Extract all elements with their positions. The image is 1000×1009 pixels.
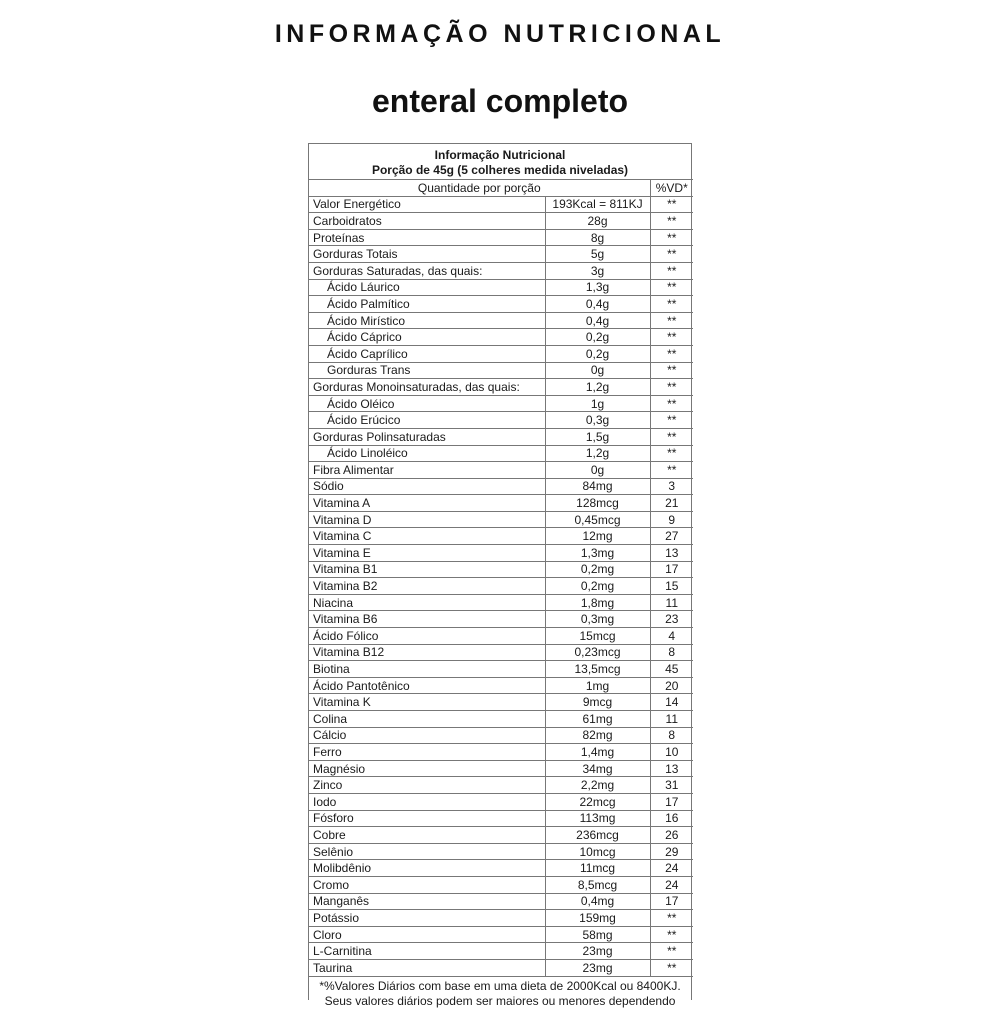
table-row bbox=[309, 810, 693, 827]
nutrient-amount: 0,4mg bbox=[545, 893, 650, 910]
nutrient-name: Colina bbox=[309, 711, 545, 728]
nutrient-name: Cálcio bbox=[309, 727, 545, 744]
nutrient-amount: 0,4g bbox=[545, 312, 650, 329]
nutrient-vd: 3 bbox=[650, 478, 693, 495]
nutrient-amount: 0,3mg bbox=[545, 611, 650, 628]
nutrient-amount: 28g bbox=[545, 213, 650, 230]
nutrient-vd: ** bbox=[650, 279, 693, 296]
table-row bbox=[309, 312, 693, 329]
nutrient-amount: 0,4g bbox=[545, 296, 650, 313]
nutrient-vd: 8 bbox=[650, 727, 693, 744]
nutrient-amount: 1,2g bbox=[545, 445, 650, 462]
table-row bbox=[309, 578, 693, 595]
nutrient-name: Ferro bbox=[309, 744, 545, 761]
nutrient-name: Vitamina C bbox=[309, 528, 545, 545]
nutrient-vd: ** bbox=[650, 196, 693, 213]
nutrient-amount: 1mg bbox=[545, 677, 650, 694]
nutrient-amount: 0,2mg bbox=[545, 561, 650, 578]
nutrient-name: Gorduras Trans bbox=[309, 362, 545, 379]
nutrient-amount: 23mg bbox=[545, 959, 650, 976]
table-row bbox=[309, 628, 693, 645]
nutrient-amount: 0g bbox=[545, 362, 650, 379]
nutrient-name: Niacina bbox=[309, 594, 545, 611]
nutrient-name: Ácido Caprílico bbox=[309, 345, 545, 362]
table-row bbox=[309, 246, 693, 263]
nutrient-vd: 31 bbox=[650, 777, 693, 794]
product-name: enteral completo bbox=[371, 83, 629, 119]
nutrient-vd: 11 bbox=[650, 711, 693, 728]
nutrient-amount: 159mg bbox=[545, 910, 650, 927]
nutrient-name: Vitamina E bbox=[309, 545, 545, 562]
table-row bbox=[309, 744, 693, 761]
table-row bbox=[309, 545, 693, 562]
table-row bbox=[309, 511, 693, 528]
table-row bbox=[309, 611, 693, 628]
nutrient-amount: 2,2mg bbox=[545, 777, 650, 794]
nutrient-amount: 0,2g bbox=[545, 329, 650, 346]
nutrient-amount: 1,5g bbox=[545, 428, 650, 445]
table-row bbox=[309, 495, 693, 512]
nutrient-name: Ácido Fólico bbox=[309, 628, 545, 645]
table-row bbox=[309, 777, 693, 794]
nutrient-name: Vitamina D bbox=[309, 511, 545, 528]
table-row bbox=[309, 644, 693, 661]
table-row bbox=[309, 296, 693, 313]
nutrient-vd: 13 bbox=[650, 545, 693, 562]
table-row bbox=[309, 345, 693, 362]
table-header-row bbox=[309, 180, 693, 197]
nutrient-amount: 128mcg bbox=[545, 495, 650, 512]
table-row bbox=[309, 661, 693, 678]
page-heading: INFORMAÇÃO NUTRICIONAL bbox=[274, 20, 726, 48]
nutrient-amount: 12mg bbox=[545, 528, 650, 545]
nutrient-amount: 23mg bbox=[545, 943, 650, 960]
nutrient-vd: ** bbox=[650, 246, 693, 263]
nutrient-name: Ácido Mirístico bbox=[309, 312, 545, 329]
nutrient-vd: 21 bbox=[650, 495, 693, 512]
nutrient-name: Vitamina B2 bbox=[309, 578, 545, 595]
nutrient-name: Vitamina B12 bbox=[309, 644, 545, 661]
nutrient-name: Fibra Alimentar bbox=[309, 462, 545, 479]
nutrient-vd: 16 bbox=[650, 810, 693, 827]
nutrient-vd: 24 bbox=[650, 876, 693, 893]
nutrient-vd: 8 bbox=[650, 644, 693, 661]
nutrient-vd: 13 bbox=[650, 760, 693, 777]
nutrient-name: Sódio bbox=[309, 478, 545, 495]
table-row bbox=[309, 926, 693, 943]
nutrient-amount: 0,45mcg bbox=[545, 511, 650, 528]
table-row bbox=[309, 827, 693, 844]
nutrient-amount: 1,4mg bbox=[545, 744, 650, 761]
nutrient-vd: 10 bbox=[650, 744, 693, 761]
nutrient-name: Vitamina K bbox=[309, 694, 545, 711]
table-row bbox=[309, 478, 693, 495]
nutrient-vd: ** bbox=[650, 910, 693, 927]
nutrient-amount: 8,5mcg bbox=[545, 876, 650, 893]
nutrient-vd: ** bbox=[650, 462, 693, 479]
table-row bbox=[309, 412, 693, 429]
nutrient-vd: ** bbox=[650, 395, 693, 412]
nutrient-amount: 5g bbox=[545, 246, 650, 263]
nutrient-vd: ** bbox=[650, 262, 693, 279]
nutrient-vd: 27 bbox=[650, 528, 693, 545]
nutrient-vd: 29 bbox=[650, 843, 693, 860]
table-row bbox=[309, 329, 693, 346]
table-row bbox=[309, 395, 693, 412]
label-title bbox=[309, 144, 691, 179]
nutrient-amount: 0,3g bbox=[545, 412, 650, 429]
nutrient-amount: 15mcg bbox=[545, 628, 650, 645]
nutrient-name: Iodo bbox=[309, 793, 545, 810]
footnote-line2: Seus valores diários podem ser maiores ou menores dependendo bbox=[324, 993, 676, 1008]
nutrient-name: Gorduras Monoinsaturadas, das quais: bbox=[309, 379, 545, 396]
nutrient-name: Taurina bbox=[309, 959, 545, 976]
nutrient-amount: 0,23mcg bbox=[545, 644, 650, 661]
nutrient-amount: 82mg bbox=[545, 727, 650, 744]
nutrient-vd: ** bbox=[650, 312, 693, 329]
nutrient-name: Vitamina A bbox=[309, 495, 545, 512]
nutrient-name: Ácido Cáprico bbox=[309, 329, 545, 346]
nutrient-vd: 11 bbox=[650, 594, 693, 611]
nutrient-vd: 14 bbox=[650, 694, 693, 711]
table-row bbox=[309, 677, 693, 694]
nutrient-vd: 4 bbox=[650, 628, 693, 645]
footnote-line1: *%Valores Diários com base em uma dieta de 2000Kcal ou 8400KJ. bbox=[319, 978, 681, 993]
label-title-line1: Informação Nutricional bbox=[434, 148, 566, 162]
nutrient-name: Proteínas bbox=[309, 229, 545, 246]
nutrient-amount: 8g bbox=[545, 229, 650, 246]
table-row bbox=[309, 445, 693, 462]
nutrient-amount: 1,2g bbox=[545, 379, 650, 396]
nutrient-name: Selênio bbox=[309, 843, 545, 860]
nutrient-amount: 0,2g bbox=[545, 345, 650, 362]
table-row bbox=[309, 362, 693, 379]
table-row bbox=[309, 843, 693, 860]
footnote bbox=[309, 977, 691, 1009]
nutrient-amount: 1,8mg bbox=[545, 594, 650, 611]
table-row bbox=[309, 694, 693, 711]
nutrient-amount: 84mg bbox=[545, 478, 650, 495]
label-serving-size: Porção de 45g (5 colheres medida niveladas) bbox=[371, 163, 629, 177]
nutrient-vd: 20 bbox=[650, 677, 693, 694]
nutrient-name: Valor Energético bbox=[309, 196, 545, 213]
table-row bbox=[309, 893, 693, 910]
nutrient-name: Molibdênio bbox=[309, 860, 545, 877]
nutrient-name: Ácido Oléico bbox=[309, 395, 545, 412]
nutrient-name: Cloro bbox=[309, 926, 545, 943]
nutrient-vd: ** bbox=[650, 943, 693, 960]
nutrient-vd: ** bbox=[650, 329, 693, 346]
table-row bbox=[309, 561, 693, 578]
nutrient-vd: ** bbox=[650, 296, 693, 313]
table-row bbox=[309, 428, 693, 445]
table-row bbox=[309, 910, 693, 927]
nutrient-name: Cromo bbox=[309, 876, 545, 893]
nutrient-amount: 113mg bbox=[545, 810, 650, 827]
table-row bbox=[309, 528, 693, 545]
table-row bbox=[309, 213, 693, 230]
nutrient-name: L-Carnitina bbox=[309, 943, 545, 960]
table-row bbox=[309, 727, 693, 744]
nutrient-amount: 22mcg bbox=[545, 793, 650, 810]
nutrient-amount: 0g bbox=[545, 462, 650, 479]
nutrient-vd: ** bbox=[650, 379, 693, 396]
nutrient-name: Ácido Erúcico bbox=[309, 412, 545, 429]
nutrient-vd: ** bbox=[650, 445, 693, 462]
nutrient-name: Potássio bbox=[309, 910, 545, 927]
nutrient-name: Vitamina B6 bbox=[309, 611, 545, 628]
nutrient-vd: ** bbox=[650, 959, 693, 976]
nutrient-vd: ** bbox=[650, 213, 693, 230]
nutrient-amount: 34mg bbox=[545, 760, 650, 777]
nutrient-vd: 23 bbox=[650, 611, 693, 628]
nutrient-vd: ** bbox=[650, 926, 693, 943]
nutrient-name: Zinco bbox=[309, 777, 545, 794]
nutrient-vd: 15 bbox=[650, 578, 693, 595]
nutrient-amount: 13,5mcg bbox=[545, 661, 650, 678]
table-row bbox=[309, 262, 693, 279]
nutrient-name: Fósforo bbox=[309, 810, 545, 827]
table-row bbox=[309, 379, 693, 396]
nutrient-amount: 236mcg bbox=[545, 827, 650, 844]
nutrient-amount: 10mcg bbox=[545, 843, 650, 860]
nutrient-vd: 17 bbox=[650, 793, 693, 810]
table-row bbox=[309, 229, 693, 246]
table-row bbox=[309, 860, 693, 877]
table-row bbox=[309, 959, 693, 976]
nutrient-vd: 26 bbox=[650, 827, 693, 844]
nutrient-name: Gorduras Polinsaturadas bbox=[309, 428, 545, 445]
nutrient-vd: ** bbox=[650, 362, 693, 379]
table-row bbox=[309, 594, 693, 611]
nutrient-amount: 3g bbox=[545, 262, 650, 279]
nutrient-amount: 1,3mg bbox=[545, 545, 650, 562]
nutrient-vd: 17 bbox=[650, 893, 693, 910]
nutrient-amount: 1g bbox=[545, 395, 650, 412]
nutrient-name: Magnésio bbox=[309, 760, 545, 777]
nutrient-vd: 24 bbox=[650, 860, 693, 877]
nutrient-amount: 1,3g bbox=[545, 279, 650, 296]
nutrient-vd: ** bbox=[650, 412, 693, 429]
nutrient-amount: 58mg bbox=[545, 926, 650, 943]
nutrient-amount: 11mcg bbox=[545, 860, 650, 877]
table-row bbox=[309, 279, 693, 296]
nutrient-vd: ** bbox=[650, 345, 693, 362]
table-row bbox=[309, 196, 693, 213]
nutrient-name: Ácido Láurico bbox=[309, 279, 545, 296]
nutrient-amount: 193Kcal = 811KJ bbox=[545, 196, 650, 213]
nutrition-label bbox=[308, 143, 692, 1008]
nutrient-name: Gorduras Totais bbox=[309, 246, 545, 263]
nutrition-table bbox=[309, 179, 693, 977]
table-row bbox=[309, 793, 693, 810]
nutrient-amount: 0,2mg bbox=[545, 578, 650, 595]
nutrient-name: Gorduras Saturadas, das quais: bbox=[309, 262, 545, 279]
nutrient-vd: ** bbox=[650, 229, 693, 246]
header-vd: %VD* bbox=[650, 180, 693, 197]
table-row bbox=[309, 760, 693, 777]
nutrient-name: Ácido Palmítico bbox=[309, 296, 545, 313]
nutrient-name: Biotina bbox=[309, 661, 545, 678]
table-row bbox=[309, 711, 693, 728]
nutrient-name: Carboidratos bbox=[309, 213, 545, 230]
table-row bbox=[309, 876, 693, 893]
nutrient-vd: 17 bbox=[650, 561, 693, 578]
header-quantity: Quantidade por porção bbox=[309, 180, 650, 197]
nutrient-amount: 61mg bbox=[545, 711, 650, 728]
nutrient-vd: 9 bbox=[650, 511, 693, 528]
table-row bbox=[309, 462, 693, 479]
nutrient-vd: 45 bbox=[650, 661, 693, 678]
nutrient-name: Vitamina B1 bbox=[309, 561, 545, 578]
nutrient-amount: 9mcg bbox=[545, 694, 650, 711]
nutrient-vd: ** bbox=[650, 428, 693, 445]
table-row bbox=[309, 943, 693, 960]
nutrient-name: Manganês bbox=[309, 893, 545, 910]
nutrient-name: Ácido Linoléico bbox=[309, 445, 545, 462]
nutrient-name: Ácido Pantotênico bbox=[309, 677, 545, 694]
nutrient-name: Cobre bbox=[309, 827, 545, 844]
